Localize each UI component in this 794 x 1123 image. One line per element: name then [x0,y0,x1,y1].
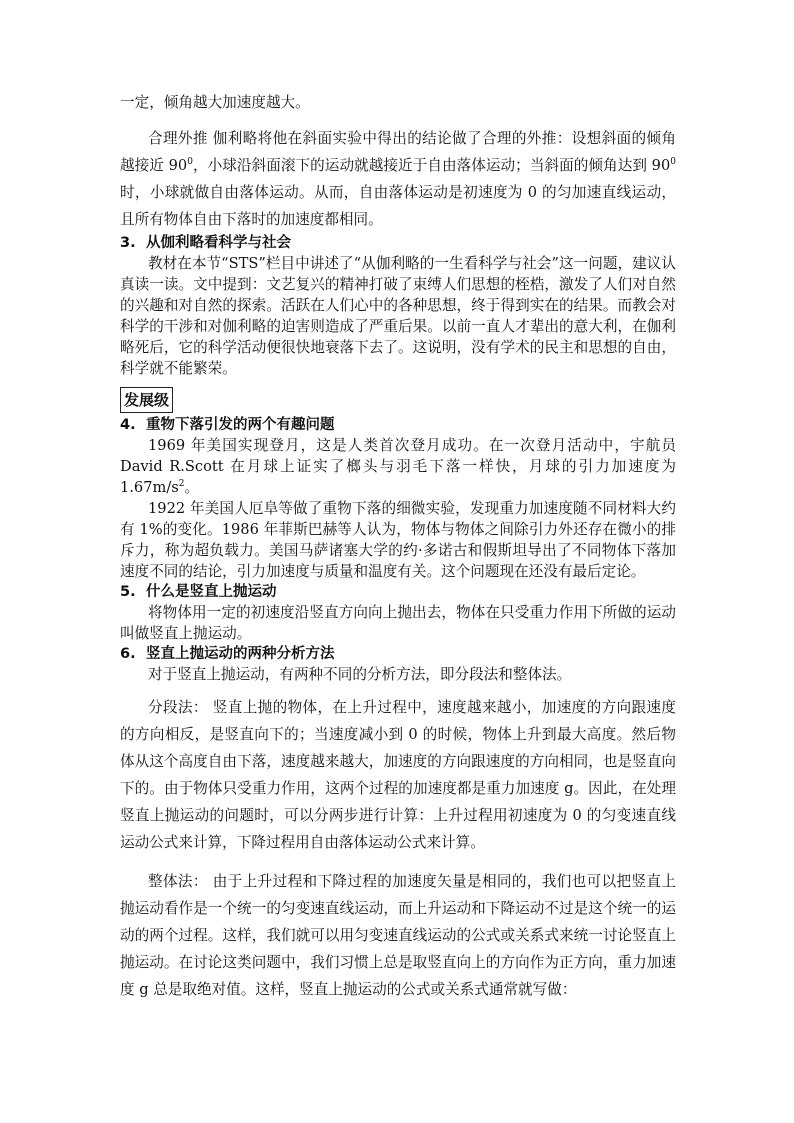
unit-superscript: 2 [178,479,185,489]
paragraph-acceleration-conclusion: 一定，倾角越大加速度越大。 [120,94,310,111]
paragraph-whole-method [120,868,676,1003]
paragraph-two-methods: 对于竖直上抛运动，有两种不同的分析方法，即分段法和整体法。 [148,666,572,683]
heading-6 [120,644,676,664]
degree-superscript-2: 0 [670,157,676,167]
segment-method-text: 竖直上抛的物体，在上升过程中，速度越来越小，加速度的方向跟速度的方向相反，是竖直向下的；当速度减小到 0 的时候，物体上升到最大高度。然后物体从这个高度自由下落，速度越来越大，加速度的方向跟速度的方向相同，也是竖直向下的。由于物体只受重力作用，这两个过程的加速度都是重力加速度 g。因此，在处理竖直上抛运动的问题时，可以分两步进行计算：上升过程用初速度为 0 的匀变速直线运动公式来计算，下降过程用自由落体运动公式来计算。 [120,699,676,851]
paragraph-reasonable-extrapolation [120,125,676,233]
heading-4-title: 重物下落引发的两个有趣问题 [146,417,335,433]
paragraph-moon-landing [120,435,676,498]
moon-landing-text: 1969 年美国实现登月，这是人类首次登月成功。在一次登月活动中，宇航员 David R.Scott 在月球上证实了榔头与羽毛下落一样快，月球的引力加速度为 1.67m/s [120,437,676,496]
paragraph-galileo-science-society: 教材在本节“STS”栏目中讲述了“从伽利略的一生看科学与社会”这一问题，建议认真读一读。文中提到：文艺复兴的精神打破了束缚人们思想的桎梏，激发了人们对自然的兴趣和对自然的探索。活跃在人们心中的各种思想，终于得到实在的结果。而教会对科学的干涉和对伽利略的迫害则造成了严重后果。以前一直人才辈出的意大利，在伽利略死后，它的科学活动便很快地衰落下去了。这说明，没有学术的民主和思想的自由，科学就不能繁荣。 [120,255,676,377]
extrapolation-text-3: 时，小球就做自由落体运动。从而，自由落体运动是初速度为 0 的匀加速直线运动，且所有物体自由下落时的加速度都相同。 [120,184,676,228]
section-label-advanced: 发展级 [120,387,173,413]
paragraph-falling-experiments: 1922 年美国人厄阜等做了重物下落的细微实验，发现重力加速度随不同材料大约有 1%的变化。1986 年菲斯巴赫等人认为，物体与物体之间除引力外还存在微小的排斥力，称为超负载力。美国马萨诸塞大学的约·多诺古和假斯坦导出了不同物体下落加速度不同的结论，引力加速度与质量和温度有关。这个问题现在还没有最后定论。 [120,500,676,580]
paragraph-vertical-throw-definition: 将物体用一定的初速度沿竖直方向向上抛出去，物体在只受重力作用下所做的运动叫做竖直上抛运动。 [120,604,676,642]
term-segment-method: 分段法： [148,699,208,716]
whole-method-text: 由于上升过程和下降过程的加速度矢量是相同的，我们也可以把竖直上抛运动看作是一个统一的匀变速直线运动，而上升运动和下降运动不过是这个统一的运动的两个过程。这样，我们就可以用匀变速直线运动的公式或关系式来统一讨论竖直上抛运动。在讨论这类问题中，我们习惯上总是取竖直向上的方向作为正方向，重力加速度 g 总是取绝对值。这样，竖直上抛运动的公式或关系式通常就写做： [120,873,676,998]
degree-superscript-1: 0 [187,157,193,167]
heading-3-title: 从伽利略看科学与社会 [146,235,291,251]
moon-landing-end: 。 [184,479,200,496]
heading-4 [120,415,676,435]
term-whole-method: 整体法： [148,873,208,890]
heading-3-number: 3. [120,235,136,251]
paragraph-segment-method [120,694,676,856]
heading-5 [120,582,676,602]
heading-6-title: 竖直上抛运动的两种分析方法 [146,646,335,662]
extrapolation-text-2: ，小球沿斜面滚下的运动就越接近于自由落体运动；当斜面的倾角达到 90 [192,157,671,174]
heading-5-number: 5. [120,584,136,600]
document-page [120,92,676,1003]
term-reasonable-extrapolation: 合理外推 [148,130,208,147]
heading-4-number: 4. [120,417,136,433]
heading-3 [120,233,676,253]
extrapolation-text-1: 伽利略将他在斜面实验中得出的结论做了合理的外推：设想斜面的倾角越接近 90 [120,130,676,174]
heading-5-title: 什么是竖直上抛运动 [146,584,277,600]
heading-6-number: 6. [120,646,136,662]
